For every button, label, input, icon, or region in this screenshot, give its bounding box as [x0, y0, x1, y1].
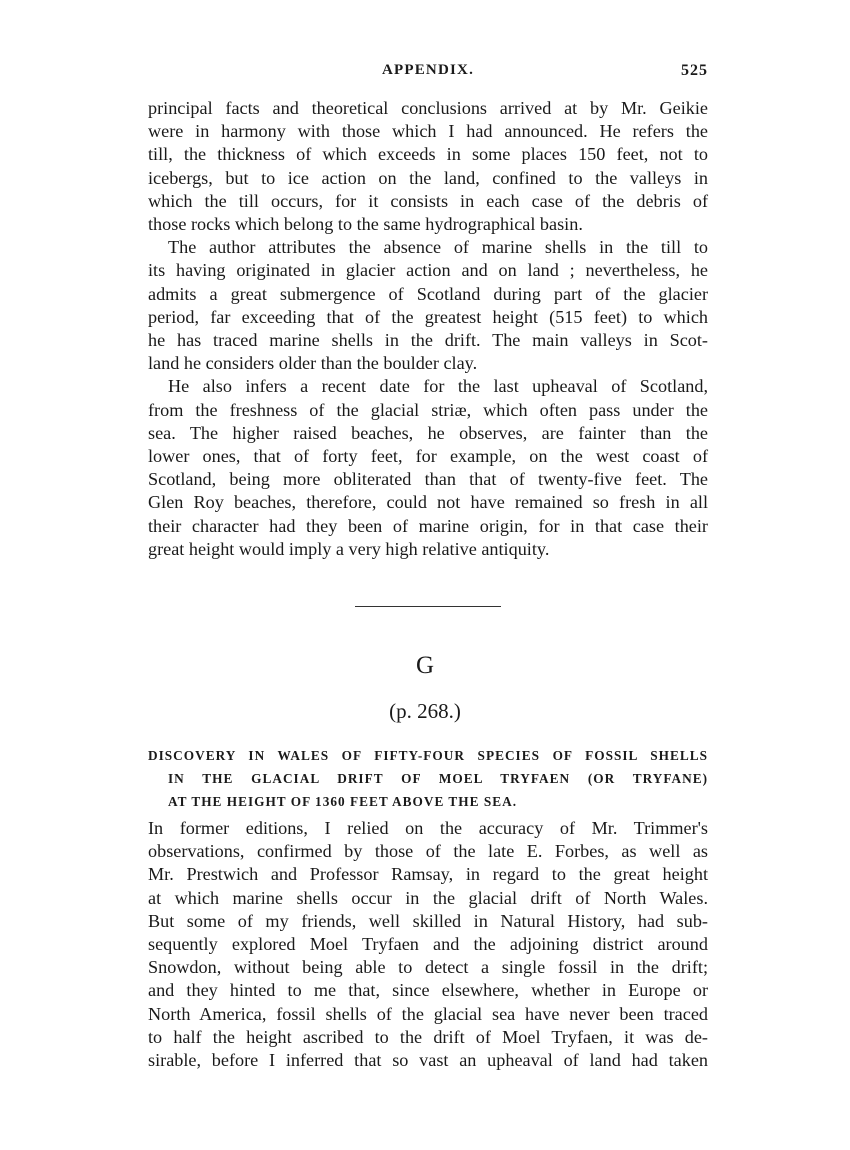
- text-line: land he considers older than the boulder clay.: [148, 353, 478, 374]
- text-line: period, far exceeding that of the greatest height (515 feet) to which: [148, 306, 708, 327]
- text-line: sequently explored Moel Tryfaen and the adjoining district around: [148, 934, 708, 955]
- text-line: great height would imply a very high relative antiquity.: [148, 538, 550, 559]
- text-line: admits a great submergence of Scotland during part of the glacier: [148, 283, 708, 304]
- text-line: sea. The higher raised beaches, he observes, are fainter than the: [148, 422, 708, 443]
- text-line: Glen Roy beaches, therefore, could not have remained so fresh in all: [148, 492, 708, 513]
- text-line: Mr. Prestwich and Professor Ramsay, in regard to the great height: [148, 864, 708, 885]
- text-line: Snowdon, without being able to detect a single fossil in the drift;: [148, 957, 708, 978]
- text-block-geikie: [148, 97, 708, 561]
- text-line: icebergs, but to ice action on the land, confined to the valleys in: [148, 167, 708, 188]
- text-line: observations, confirmed by those of the late E. Forbes, as well as: [148, 841, 708, 862]
- text-line: lower ones, that of forty feet, for example, on the west coast of: [148, 446, 708, 467]
- text-line: till, the thickness of which exceeds in some places 150 feet, not to: [148, 144, 708, 165]
- text-line: The author attributes the absence of marine shells in the till to: [168, 237, 708, 258]
- text-line: its having originated in glacier action and on land ; nevertheless, he: [148, 260, 708, 281]
- page-number: 525: [681, 62, 708, 79]
- paragraph-3: [148, 375, 708, 561]
- text-line: and they hinted to me that, since elsewhere, whether in Europe or: [148, 980, 708, 1001]
- section-divider: [355, 606, 501, 607]
- paragraph-2: [148, 236, 708, 375]
- running-head-title: APPENDIX.: [381, 62, 475, 78]
- heading-line: AT THE HEIGHT OF 1360 FEET ABOVE THE SEA.: [168, 794, 518, 809]
- section-heading: [148, 744, 708, 813]
- text-line: Scotland, being more obliterated than that of twenty-five feet. The: [148, 469, 708, 490]
- text-line: their character had they been of marine origin, for in that case their: [148, 515, 708, 536]
- text-line: from the freshness of the glacial striæ, which often pass under the: [148, 399, 708, 420]
- page-reference: (p. 268.): [389, 699, 461, 723]
- text-line: In former editions, I relied on the accuracy of Mr. Trimmer's: [148, 818, 708, 838]
- text-line: at which marine shells occur in the glacial drift of North Wales.: [148, 887, 708, 908]
- text-line: But some of my friends, well skilled in Natural History, had sub-: [148, 910, 708, 931]
- text-line: those rocks which belong to the same hydrographical basin.: [148, 214, 583, 235]
- text-line: sirable, before I inferred that so vast an upheaval of land had taken: [148, 1050, 708, 1071]
- heading-line: DISCOVERY IN WALES OF FIFTY-FOUR SPECIES OF FOSSIL SHELLS: [148, 748, 708, 763]
- appendix-section-letter: G: [415, 652, 435, 679]
- running-head: [148, 62, 708, 86]
- heading-line: IN THE GLACIAL DRIFT OF MOEL TRYFAEN (OR TRYFANE): [168, 771, 708, 786]
- text-line: to half the height ascribed to the drift of Moel Tryfaen, it was de-: [148, 1026, 708, 1047]
- text-line: He also infers a recent date for the last upheaval of Scotland,: [168, 376, 708, 397]
- text-block-moel-tryfaen: [148, 817, 708, 1072]
- text-line: which the till occurs, for it consists in each case of the debris of: [148, 190, 708, 211]
- text-line: principal facts and theoretical conclusions arrived at by Mr. Geikie: [148, 98, 708, 118]
- text-line: were in harmony with those which I had announced. He refers the: [148, 121, 708, 142]
- text-line: he has traced marine shells in the drift. The main valleys in Scot-: [148, 330, 708, 351]
- text-line: North America, fossil shells of the glacial sea have never been traced: [148, 1003, 708, 1024]
- paragraph-1: [148, 97, 708, 236]
